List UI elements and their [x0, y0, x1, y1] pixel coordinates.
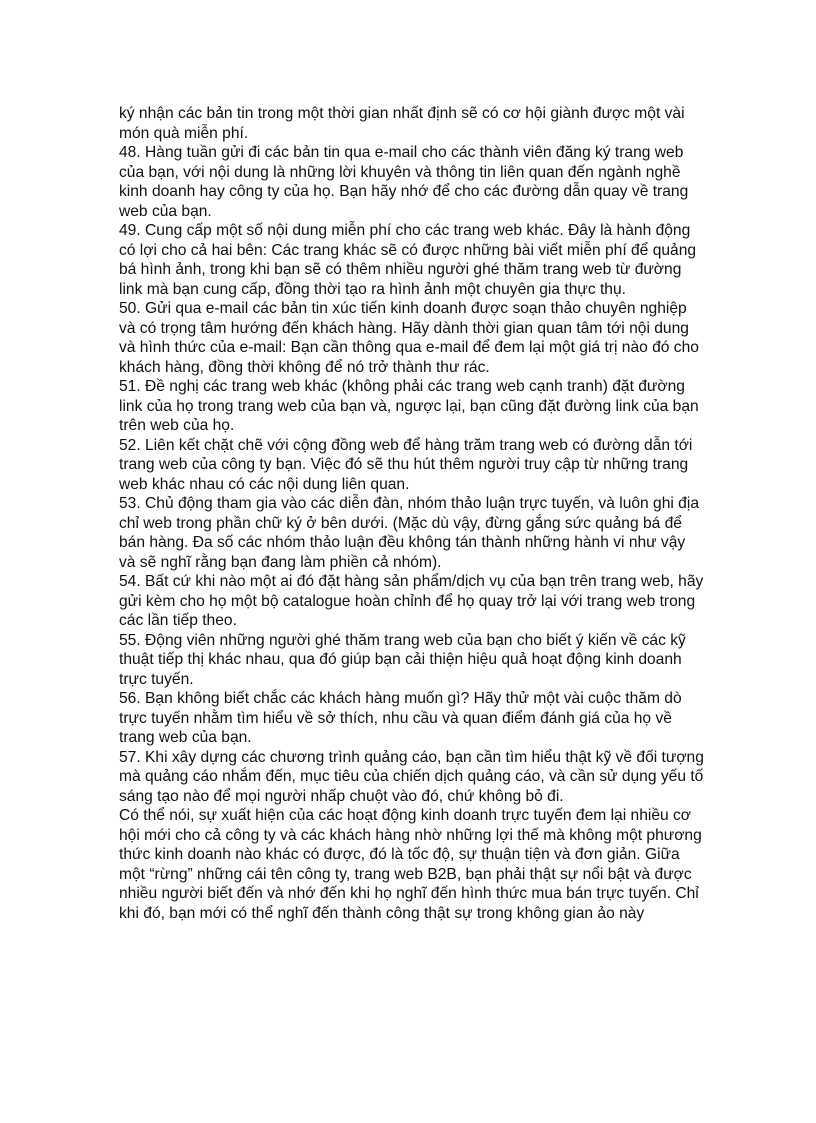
document-body: [119, 104, 704, 923]
paragraph-conclusion: Có thể nói, sự xuất hiện của các hoạt động kinh doanh trực tuyến đem lại nhiều cơ hội mới cho cả công ty và các khách hàng nhờ những lợi thế mà không một phương thức kinh doanh nào khác có được, đó là tốc độ, sự thuận tiện và đơn giản. Giữa một “rừng” những cái tên công ty, trang web B2B, bạn phải thật sự nổi bật và được nhiều người biết đến và nhớ đến khi họ nghĩ đến hình thức mua bán trực tuyến. Chỉ khi đó, bạn mới có thể nghĩ đến thành công thật sự trong không gian ảo này: [119, 807, 702, 922]
paragraph-item-51: 51. Đề nghị các trang web khác (không phải các trang web cạnh tranh) đặt đường link của họ trong trang web của bạn và, ngược lại, bạn cũng đặt đường link của bạn trên web của họ.: [119, 378, 699, 434]
paragraph-continuation: ký nhận các bản tin trong một thời gian nhất định sẽ có cơ hội giành được một vài món quà miễn phí.: [119, 105, 685, 142]
paragraph-item-55: 55. Động viên những người ghé thăm trang web của bạn cho biết ý kiến về các kỹ thuật tiếp thị khác nhau, qua đó giúp bạn cải thiện hiệu quả hoạt động kinh doanh trực tuyến.: [119, 631, 686, 688]
paragraph-item-49: 49. Cung cấp một số nội dung miễn phí cho các trang web khác. Đây là hành động có lợi cho cả hai bên: Các trang khác sẽ có được những bài viết miễn phí để quảng bá hình ảnh, trong khi bạn sẽ có thêm nhiều người ghé thăm trang web từ đường link mà bạn cung cấp, đồng thời tạo ra hình ảnh một chuyên gia thực thụ.: [119, 222, 697, 298]
paragraph-item-57: 57. Khi xây dựng các chương trình quảng cáo, bạn cần tìm hiểu thật kỹ về đối tượng mà quảng cáo nhắm đến, mục tiêu của chiến dịch quảng cáo, và cần sử dụng yếu tố sáng tạo nào để mọi người nhấp chuột vào đó, chứ không bỏ đi.: [119, 748, 704, 805]
paragraph-item-52: 52. Liên kết chặt chẽ với cộng đồng web để hàng trăm trang web có đường dẫn tới trang web của công ty bạn. Việc đó sẽ thu hút thêm người truy cập từ những trang web khác nhau có các nội dung liên quan.: [119, 436, 693, 493]
paragraph-item-48: 48. Hàng tuần gửi đi các bản tin qua e-mail cho các thành viên đăng ký trang web của bạn, với nội dung là những lời khuyên và thông tin liên quan đến ngành nghề kinh doanh hay công ty của họ. Bạn hãy nhớ để cho các đường dẫn quay về trang web của bạn.: [119, 144, 689, 220]
paragraph-item-56: 56. Bạn không biết chắc các khách hàng muốn gì? Hãy thử một vài cuộc thăm dò trực tuyến nhằm tìm hiểu về sở thích, nhu cầu và quan điểm đánh giá của họ về trang web của bạn.: [119, 690, 682, 746]
paragraph-item-53: 53. Chủ động tham gia vào các diễn đàn, nhóm thảo luận trực tuyến, và luôn ghi địa chỉ web trong phần chữ ký ở bên dưới. (Mặc dù vậy, đừng gắng sức quảng bá để bán hàng. Đa số các nhóm thảo luận đều không tán thành những hành vi như vậy và sẽ nghĩ rằng bạn đang làm phiền cả nhóm).: [119, 495, 699, 571]
paragraph-item-50: 50. Gửi qua e-mail các bản tin xúc tiến kinh doanh được soạn thảo chuyên nghiệp và có trọng tâm hướng đến khách hàng. Hãy dành thời gian quan tâm tới nội dung và hình thức của e-mail: Bạn cần thông qua e-mail để đem lại một giá trị nào đó cho khách hàng, đồng thời không để nó trở thành thư rác.: [119, 300, 699, 376]
paragraph-item-54: 54. Bất cứ khi nào một ai đó đặt hàng sản phẩm/dịch vụ của bạn trên trang web, hãy gửi kèm cho họ một bộ catalogue hoàn chỉnh để họ quay trở lại với trang web trong các lần tiếp theo.: [119, 573, 704, 629]
